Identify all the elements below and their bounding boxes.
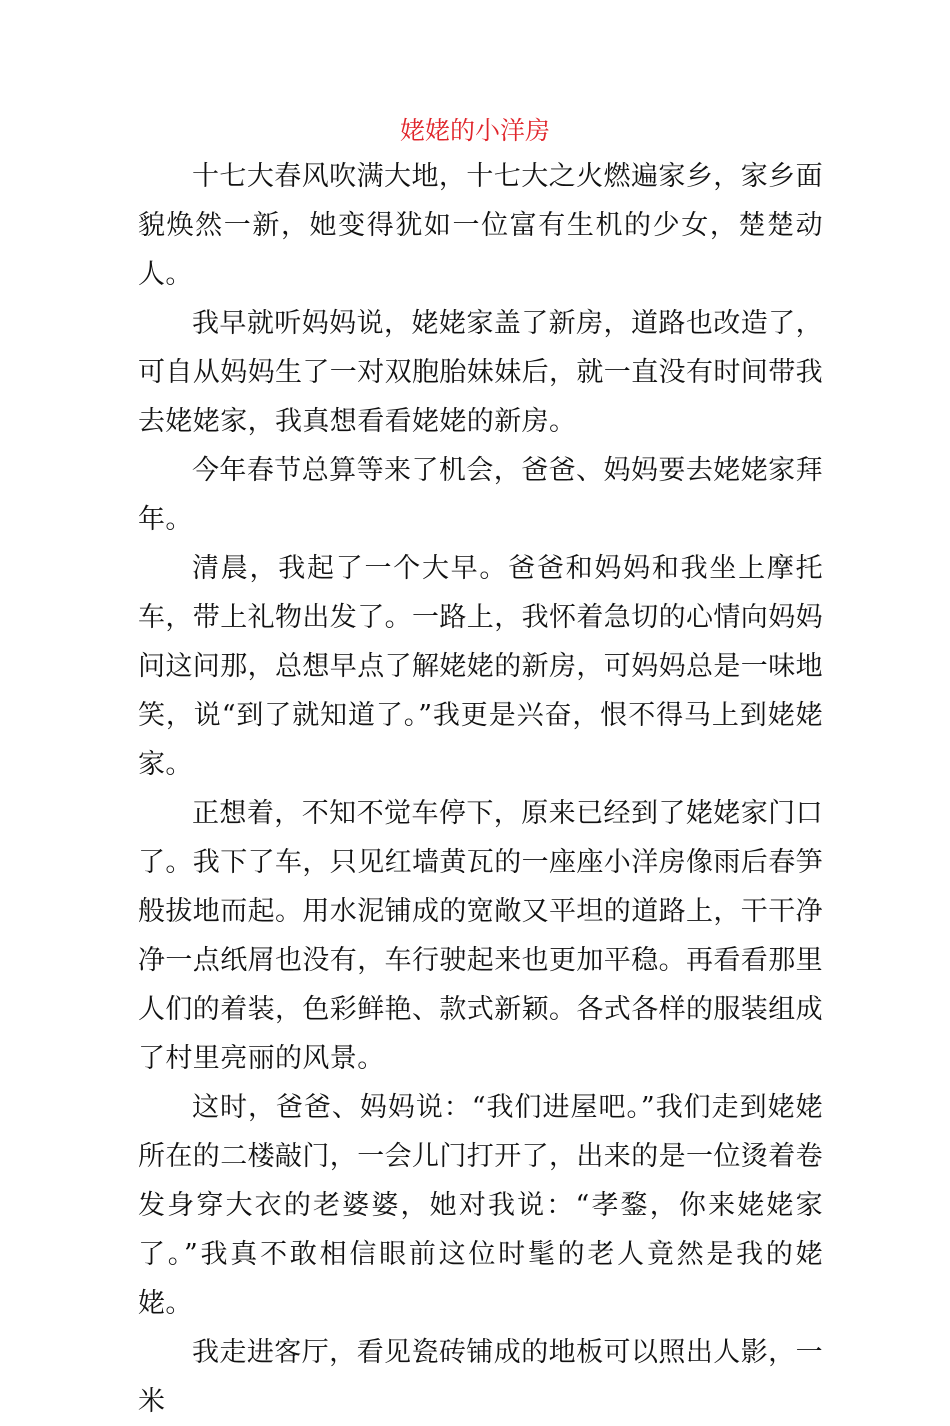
document-title: 姥姥的小洋房 [399, 116, 550, 145]
paragraph-6: 这时，爸爸、妈妈说：“我们进屋吧。”我们走到姥姥所在的二楼敲门，一会儿门打开了，出来的是一位烫着卷发身穿大衣的老婆婆，她对我说：“孝鍪，你来姥姥家了。”我真不敢相信眼前这位时髦的老人竟然是我的姥姥。 [138, 1092, 823, 1319]
paragraph-7: 我走进客厅，看见瓷砖铺成的地板可以照出人影，一米 [138, 1337, 823, 1417]
paragraph-3: 今年春节总算等来了机会，爸爸、妈妈要去姥姥家拜年。 [138, 455, 823, 535]
paragraph-1: 十七大春风吹满大地，十七大之火燃遍家乡，家乡面貌焕然一新，她变得犹如一位富有生机的少女，楚楚动人。 [138, 161, 823, 290]
paragraph-2: 我早就听妈妈说，姥姥家盖了新房，道路也改造了，可自从妈妈生了一对双胞胎妹妹后，就一直没有时间带我去姥姥家，我真想看看姥姥的新房。 [138, 308, 823, 437]
document-body [138, 152, 823, 1426]
paragraph-5: 正想着，不知不觉车停下，原来已经到了姥姥家门口了。我下了车，只见红墙黄瓦的一座座小洋房像雨后春笋般拔地而起。用水泥铺成的宽敞又平坦的道路上，干干净净一点纸屑也没有，车行驶起来也更加平稳。再看看那里人们的着装，色彩鲜艳、款式新颖。各式各样的服装组成了村里亮丽的风景。 [138, 798, 823, 1074]
paragraph-4: 清晨，我起了一个大早。爸爸和妈妈和我坐上摩托车，带上礼物出发了。一路上，我怀着急切的心情向妈妈问这问那，总想早点了解姥姥的新房，可妈妈总是一味地笑，说“到了就知道了。”我更是兴奋，恨不得马上到姥姥家。 [138, 553, 823, 780]
